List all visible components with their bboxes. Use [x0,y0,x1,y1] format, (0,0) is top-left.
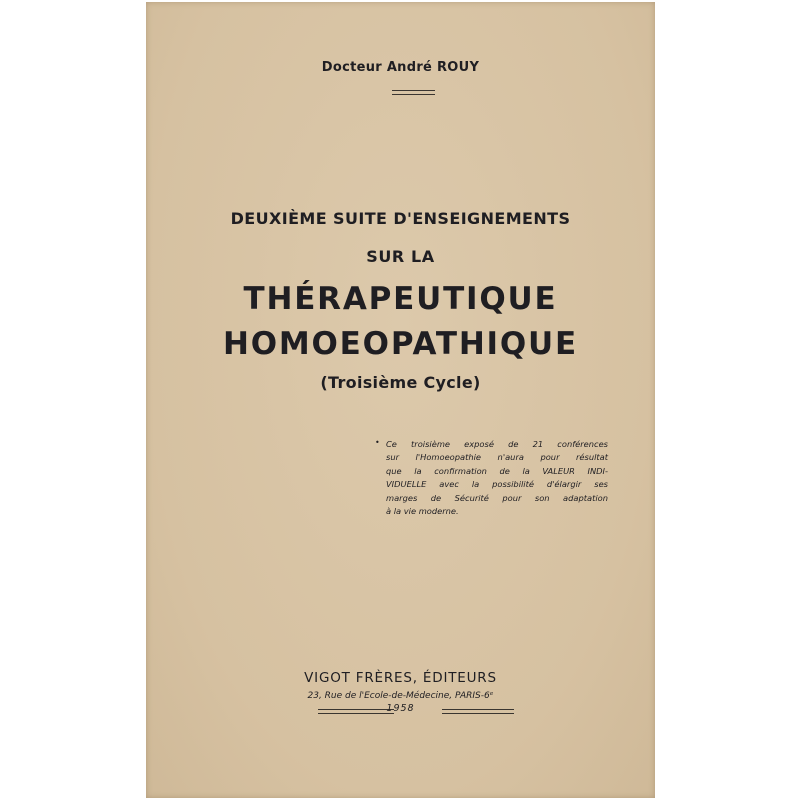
blurb-line: VIDUELLE avec la possibilité d'élargir ses [386,479,608,490]
publisher-name: VIGOT FRÈRES, ÉDITEURS [304,670,497,686]
cycle-label: (Troisième Cycle) [320,373,481,392]
author-divider [392,90,435,95]
blurb-bullet: • [375,438,380,447]
blurb-line: sur l'Homoeopathie n'aura pour résultat [386,452,608,463]
book-cover [146,2,655,798]
blurb-line: marges de Sécurité pour son adaptation [386,492,608,503]
blurb-paragraph [386,438,608,518]
subtitle-line-1: DEUXIÈME SUITE D'ENSEIGNEMENTS [230,209,571,228]
publication-year: 1958 [386,703,415,714]
blurb-line: que la confirmation de la VALEUR INDI- [386,465,608,476]
title-line-2: HOMOEOPATHIQUE [222,326,578,362]
subtitle-line-2: SUR LA [366,247,435,266]
publisher-address: 23, Rue de l'Ecole-de-Médecine, PARIS-6ᵉ [307,691,494,701]
blurb-line: Ce troisième exposé de 21 conférences [386,439,608,449]
blurb-line: à la vie moderne. [386,506,459,517]
title-line-1: THÉRAPEUTIQUE [243,281,558,317]
year-divider-right [442,709,514,714]
author-name: Docteur André ROUY [321,60,480,75]
